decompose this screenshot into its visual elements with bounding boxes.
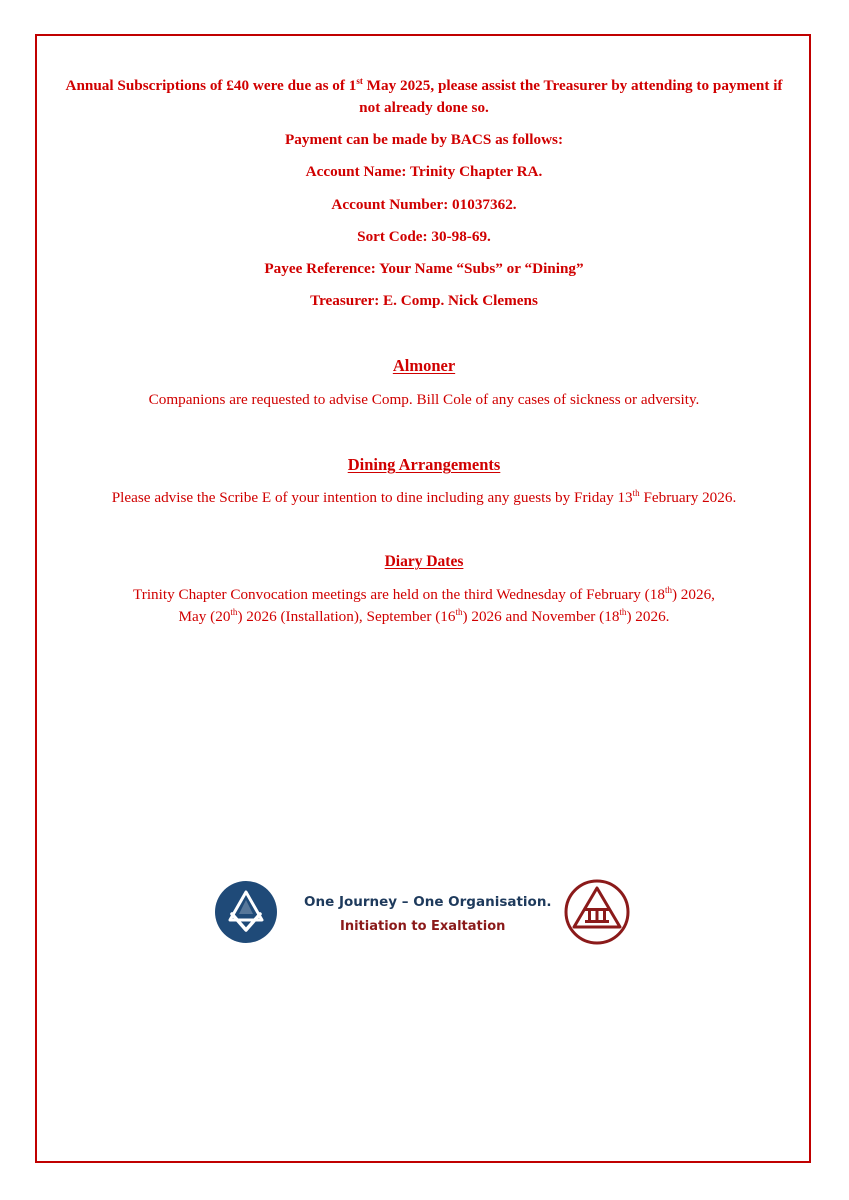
almoner-heading-text: Almoner bbox=[392, 356, 456, 375]
sort-code: Sort Code: 30-98-69. bbox=[357, 228, 491, 245]
ordinal-suffix: th bbox=[632, 488, 640, 498]
subscriptions-text-b: May 2025, please assist the Treasurer by attending to payment if bbox=[362, 77, 783, 94]
dining-text bbox=[36, 487, 812, 509]
diary-text-c: May (20 bbox=[178, 608, 231, 625]
dining-heading-text: Dining Arrangements bbox=[347, 455, 501, 474]
diary-heading-text: Diary Dates bbox=[384, 553, 464, 570]
square-compasses-icon bbox=[214, 880, 278, 944]
payee-reference: Payee Reference: Your Name “Subs” or “Dining” bbox=[264, 260, 584, 277]
subscriptions-notice bbox=[36, 75, 812, 119]
dining-text-b: February 2026. bbox=[639, 489, 737, 506]
footer-logo-banner bbox=[214, 878, 644, 948]
treasurer-name: Treasurer: E. Comp. Nick Clemens bbox=[310, 292, 538, 309]
ordinal-suffix: th bbox=[455, 607, 463, 617]
payment-intro: Payment can be made by BACS as follows: bbox=[284, 131, 564, 148]
ordinal-suffix: th bbox=[664, 585, 672, 595]
diary-text bbox=[36, 584, 812, 628]
account-name: Account Name: Trinity Chapter RA. bbox=[305, 163, 543, 180]
almoner-heading bbox=[36, 356, 812, 376]
diary-text-b: ) 2026, bbox=[671, 586, 715, 603]
tagline-secondary: Initiation to Exaltation bbox=[340, 919, 506, 934]
ordinal-suffix: th bbox=[230, 607, 238, 617]
ordinal-suffix: st bbox=[356, 76, 363, 86]
diary-text-d: ) 2026 (Installation), September (16 bbox=[237, 608, 456, 625]
dining-heading bbox=[36, 455, 812, 475]
diary-text-e: ) 2026 and November (18 bbox=[462, 608, 620, 625]
diary-text-f: ) 2026. bbox=[626, 608, 670, 625]
diary-heading bbox=[36, 553, 812, 571]
dining-text-a: Please advise the Scribe E of your intention to dine including any guests by Friday 13 bbox=[111, 489, 633, 506]
tagline-primary: One Journey – One Organisation. bbox=[304, 894, 552, 910]
ordinal-suffix: th bbox=[619, 607, 627, 617]
account-number: Account Number: 01037362. bbox=[331, 196, 517, 213]
diary-text-a: Trinity Chapter Convocation meetings are held on the third Wednesday of February (18 bbox=[133, 586, 665, 603]
subscriptions-text-a: Annual Subscriptions of £40 were due as of 1 bbox=[65, 77, 357, 94]
subscriptions-text-c: not already done so. bbox=[359, 99, 489, 116]
triple-tau-icon bbox=[564, 879, 630, 945]
almoner-text: Companions are requested to advise Comp. Bill Cole of any cases of sickness or adversity. bbox=[148, 391, 700, 408]
